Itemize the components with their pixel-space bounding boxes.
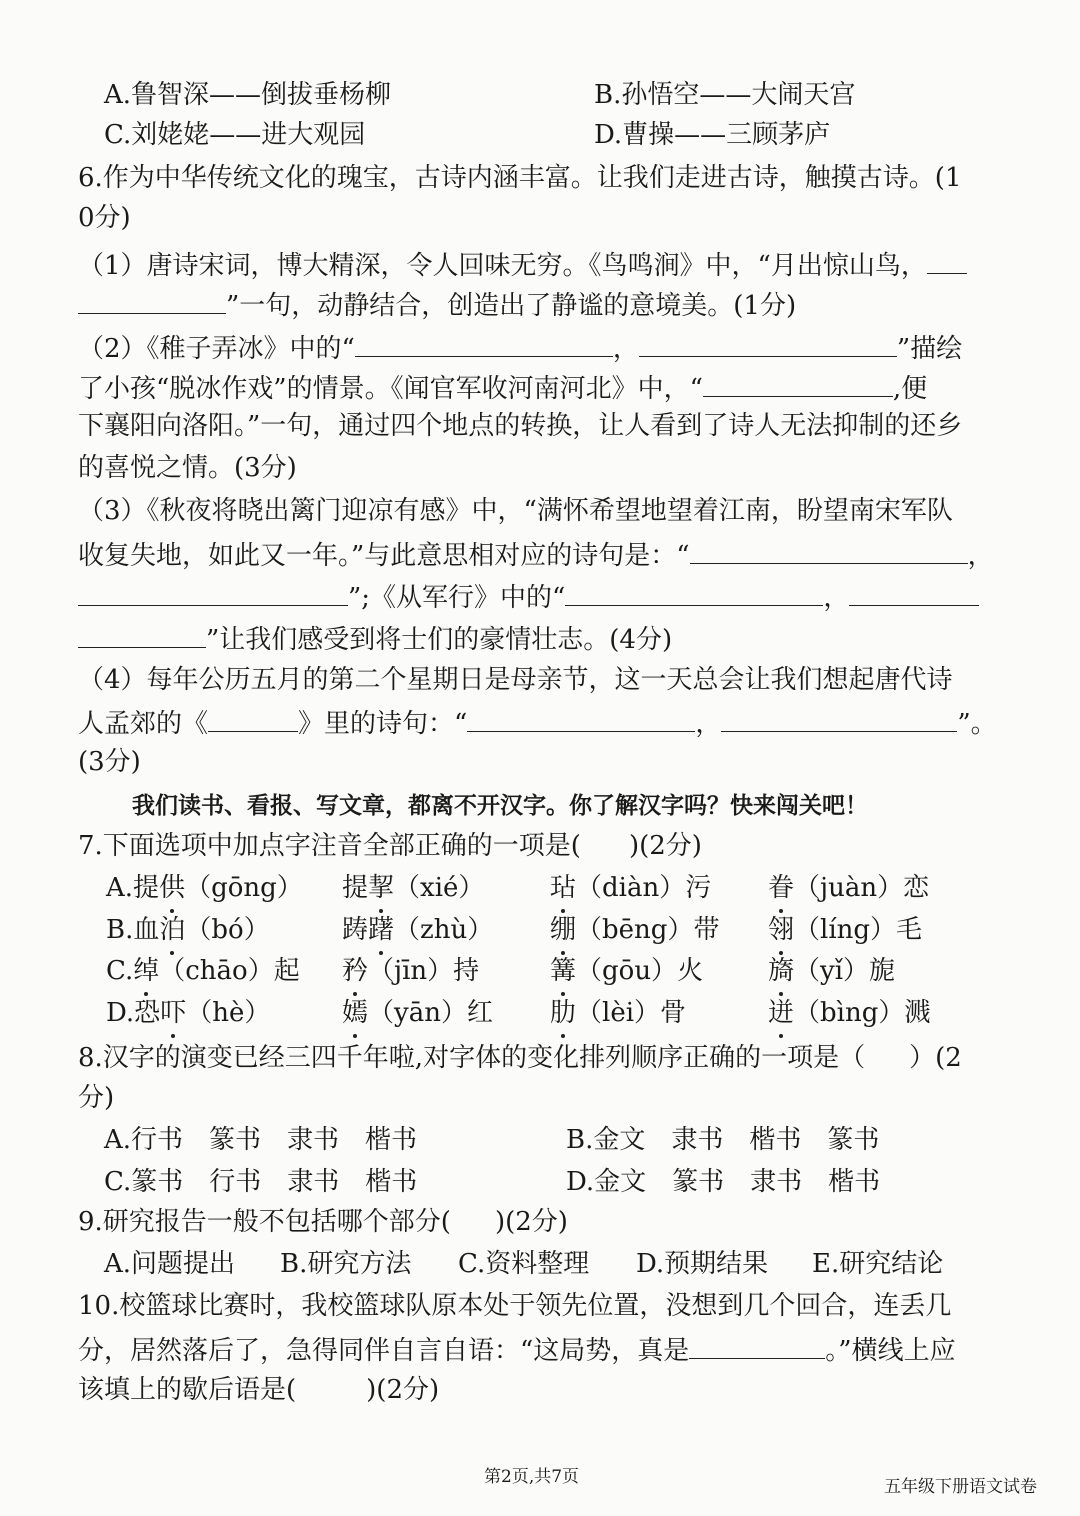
q7-word-prefix: A.提	[106, 873, 160, 903]
q7-word-suffix: 持	[453, 956, 480, 986]
q8-stem	[78, 1038, 962, 1078]
q7-word-prefix: 提	[342, 873, 369, 903]
q6-part3-text: ”;《从军行》中的“	[348, 583, 566, 613]
q8-option-d: D.金文 篆书 隶书 楷书	[566, 1167, 881, 1197]
q6-part4-line3: (3分)	[78, 747, 141, 777]
q10-line3	[78, 1370, 439, 1410]
q7-stem	[78, 826, 702, 866]
q10-text: 。”横线上应	[825, 1336, 956, 1366]
q7-dotted-char: 绰	[133, 951, 159, 991]
q7-word-prefix: C.	[106, 956, 134, 986]
q7-option-item	[550, 868, 711, 908]
q7-word-suffix: 骨	[660, 998, 687, 1028]
q6-part4-line2	[78, 701, 997, 741]
q7-pinyin: （gōng）	[185, 873, 303, 903]
punctuation: ，	[612, 334, 639, 364]
q7-word-suffix: 毛	[896, 915, 923, 945]
q5-option-c: C.刘姥姥——进大观园	[104, 120, 366, 150]
answer-blank[interactable]	[208, 701, 298, 732]
q7-option-item	[768, 868, 929, 908]
q7-stem-text: 7.下面选项中加点字注音全部正确的一项是(	[78, 831, 581, 861]
q7-dotted-char: 旖	[768, 951, 794, 991]
q7-pinyin: （líng）	[794, 915, 897, 945]
q7-word-prefix: 踌	[342, 915, 369, 945]
q6-part2-text: （2）《稚子弄冰》中的“	[78, 334, 355, 364]
q10-text: 分，居然落后了，急得同伴自言自语：“这局势，真是	[78, 1336, 690, 1366]
punctuation: ，	[695, 709, 722, 739]
q7-option-item	[550, 993, 686, 1033]
answer-blank[interactable]	[467, 701, 695, 732]
q6-part3-line2	[78, 533, 994, 573]
q9-option-a: A.问题提出	[104, 1249, 236, 1279]
q7-pinyin: （hè）	[186, 998, 271, 1028]
q7-pinyin: （yǐ）	[794, 956, 870, 986]
q7-option-item	[550, 951, 703, 991]
answer-blank[interactable]	[690, 533, 968, 564]
answer-blank[interactable]	[849, 575, 979, 606]
q6-part1-text: （1）唐诗宋词，博大精深，令人回味无穷。《鸟鸣涧》中，“月出惊山鸟，	[78, 251, 927, 281]
q7-dotted-char: 玷	[550, 868, 576, 908]
q6-part2-line4: 的喜悦之情。(3分)	[78, 453, 297, 483]
q6-part1-line1	[78, 243, 967, 283]
q7-word-prefix: D.恐	[106, 998, 161, 1028]
q6-part3-text: 收复失地，如此又一年。”与此意思相对应的诗句是：“	[78, 541, 690, 571]
page-number: 第2页,共7页	[484, 1467, 580, 1487]
q7-word-suffix: 红	[466, 998, 493, 1028]
q7-option-item	[768, 993, 930, 1033]
q6-part4-text: 》里的诗句：“	[298, 709, 468, 739]
q7-dotted-char: 躇	[368, 910, 394, 950]
answer-blank[interactable]	[639, 326, 897, 357]
q6-part2-text: ”描绘	[896, 334, 963, 364]
q6-part2-line2	[78, 366, 927, 406]
punctuation: ，	[823, 583, 850, 613]
q7-word-suffix: 带	[693, 915, 720, 945]
answer-blank[interactable]	[78, 575, 348, 606]
q7-dotted-char: 挈	[368, 868, 394, 908]
q7-dotted-char: 绷	[550, 910, 576, 950]
q7-pinyin: （lèi）	[576, 998, 661, 1028]
q6-stem-line1: 6.作为中华传统文化的瑰宝，古诗内涵丰富。让我们走进古诗，触摸古诗。(1	[78, 163, 962, 193]
q6-part2-text: ,便	[892, 374, 928, 404]
q10-line1: 10.校篮球比赛时，我校篮球队原本处于领先位置，没想到几个回合，连丢几	[78, 1291, 952, 1321]
q7-word-suffix: 火	[677, 956, 704, 986]
q7-pinyin: （jīn）	[368, 956, 454, 986]
exam-title: 五年级下册语文试卷	[884, 1477, 1037, 1497]
q9-option-b: B.研究方法	[280, 1249, 412, 1279]
q9-option-c: C.资料整理	[458, 1249, 590, 1279]
answer-blank[interactable]	[78, 283, 226, 314]
q7-word-suffix: 起	[273, 956, 300, 986]
q7-word-suffix: 污	[685, 873, 712, 903]
q8-stem-line2: 分)	[78, 1083, 115, 1113]
q9-stem	[78, 1202, 568, 1242]
q6-part2-line1	[78, 326, 962, 366]
q7-dotted-char: 迸	[768, 993, 794, 1033]
q7-dotted-char: 翎	[768, 910, 794, 950]
q6-part3-line3	[78, 575, 979, 615]
answer-blank[interactable]	[565, 575, 823, 606]
q7-pinyin: （bēng）	[576, 915, 694, 945]
q9-option-d: D.预期结果	[636, 1249, 769, 1279]
punctuation: ”。	[957, 709, 997, 739]
q8-option-b: B.金文 隶书 楷书 篆书	[566, 1125, 880, 1155]
q7-dotted-char: 篝	[550, 951, 576, 991]
answer-blank[interactable]	[721, 701, 957, 732]
q5-option-a: A.鲁智深——倒拔垂杨柳	[104, 80, 392, 110]
q7-word-suffix: 恋	[903, 873, 930, 903]
q6-part4-text: 人孟郊的《	[78, 709, 209, 739]
q6-part3-line4	[78, 617, 672, 657]
q7-dotted-char: 肋	[550, 993, 576, 1033]
q6-part2-line3: 下襄阳向洛阳。”一句，通过四个地点的转换，让人看到了诗人无法抑制的还乡	[78, 411, 963, 441]
q7-dotted-char: 矜	[342, 951, 368, 991]
q7-pinyin: （diàn）	[576, 873, 686, 903]
q9-stem-text: 9.研究报告一般不包括哪个部分(	[78, 1207, 451, 1237]
q7-dotted-char: 吓	[160, 993, 186, 1033]
q9-score: )(2分)	[494, 1207, 568, 1237]
q7-word-suffix: 溅	[904, 998, 931, 1028]
q7-dotted-char: 嫣	[342, 993, 368, 1033]
answer-blank[interactable]	[78, 617, 206, 648]
q7-dotted-char: 眷	[768, 868, 794, 908]
q7-option-item	[550, 910, 719, 950]
q6-part2-text: 了小孩“脱冰作戏”的情景。《闻官军收河南河北》中，“	[78, 374, 703, 404]
q7-option-item	[342, 951, 479, 991]
q10-line2	[78, 1328, 956, 1368]
q7-pinyin: （bó）	[185, 915, 270, 945]
q6-part1-line2	[78, 283, 796, 323]
q7-pinyin: （zhù）	[394, 915, 494, 945]
q6-part3-line1: （3）《秋夜将晓出篱门迎凉有感》中，“满怀希望地望着江南，盼望南宋军队	[78, 496, 953, 526]
q7-pinyin: （bìng）	[794, 998, 905, 1028]
q10-text: 该填上的歇后语是(	[78, 1375, 297, 1405]
answer-blank[interactable]	[927, 243, 967, 274]
q8-option-a: A.行书 篆书 隶书 楷书	[104, 1125, 418, 1155]
q8-option-c: C.篆书 行书 隶书 楷书	[104, 1167, 418, 1197]
q7-option-item	[106, 868, 303, 908]
q7-pinyin: （juàn）	[794, 873, 904, 903]
q7-pinyin: （gōu）	[576, 956, 678, 986]
q7-option-item	[106, 993, 270, 1033]
q7-pinyin: （xié）	[394, 873, 485, 903]
q6-part4-line1: （4）每年公历五月的第二个星期日是母亲节，这一天总会让我们想起唐代诗	[78, 665, 953, 695]
q7-option-item	[768, 910, 922, 950]
answer-blank[interactable]	[689, 1328, 825, 1359]
section-intro: 我们读书、看报、写文章，都离不开汉字。你了解汉字吗？快来闯关吧！	[132, 793, 868, 819]
q7-option-item	[342, 868, 484, 908]
q7-option-item	[106, 910, 270, 950]
q7-option-item	[342, 910, 493, 950]
q7-score: )(2分)	[628, 831, 702, 861]
q5-option-b: B.孙悟空——大闹天宫	[594, 80, 856, 110]
q6-part3-text: ”让我们感受到将士们的豪情壮志。(4分)	[206, 625, 673, 655]
q8-stem-text: 8.汉字的演变已经三四千年啦,对字体的变化排列顺序正确的一项是（	[78, 1043, 866, 1073]
q6-part1-tail: ”一句，动静结合，创造出了静谧的意境美。(1分)	[226, 291, 797, 321]
q7-word-suffix: 旎	[869, 956, 896, 986]
q7-option-item	[106, 951, 300, 991]
q7-option-item	[768, 951, 895, 991]
q7-pinyin: （yān）	[368, 998, 467, 1028]
answer-blank[interactable]	[703, 366, 893, 397]
answer-blank[interactable]	[355, 326, 613, 357]
q6-stem-line2: 0分)	[78, 203, 131, 233]
q9-option-e: E.研究结论	[812, 1249, 944, 1279]
q7-pinyin: （chāo）	[159, 956, 274, 986]
q7-dotted-char: 泊	[159, 910, 185, 950]
q7-option-item	[342, 993, 493, 1033]
q7-dotted-char: 供	[159, 868, 185, 908]
q10-score: )(2分)	[366, 1375, 440, 1405]
q5-option-d: D.曹操——三顾茅庐	[594, 120, 831, 150]
q7-word-prefix: B.血	[106, 915, 160, 945]
q8-score: ）(2	[909, 1043, 962, 1073]
punctuation: ，	[967, 541, 994, 571]
